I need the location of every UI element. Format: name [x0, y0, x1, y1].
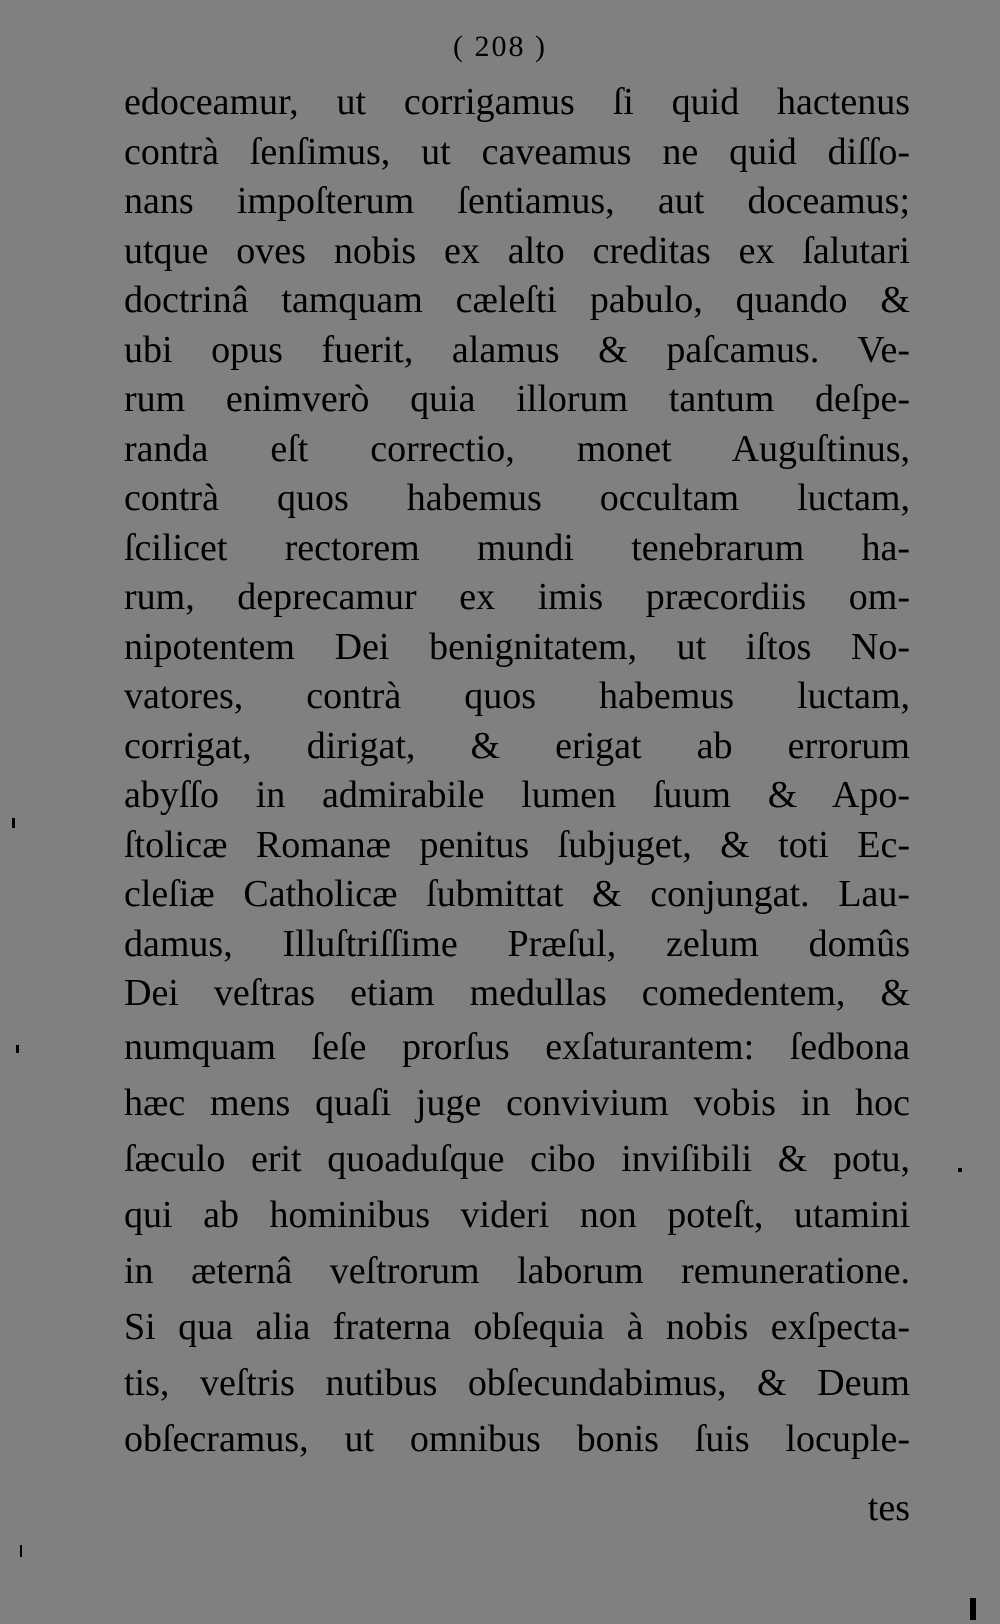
- text-line: obſecramus, ut omnibus bonis ſuis locuple-: [124, 1417, 910, 1460]
- text-line: numquam ſeſe prorſus exſaturantem: ſedbona: [124, 1025, 910, 1068]
- scan-speck: [958, 1168, 962, 1172]
- text-line: utque oves nobis ex alto creditas ex ſalutari: [124, 229, 910, 272]
- text-line: rum, deprecamur ex imis præcordiis om-: [124, 576, 910, 618]
- scan-speck: [12, 818, 15, 828]
- text-line: edoceamur, ut corrigamus ſi quid hactenus: [124, 81, 910, 123]
- scan-speck: [20, 1545, 22, 1557]
- text-line: ſcilicet rectorem mundi tenebrarum ha-: [124, 526, 910, 569]
- text-line: damus, Illuſtriſſime Præſul, zelum domûs: [124, 922, 910, 965]
- text-line: doctrinâ tamquam cæleſti pabulo, quando &: [124, 279, 910, 321]
- text-line: qui ab hominibus videri non poteſt, utamini: [124, 1193, 910, 1236]
- text-line: nans impoſterum ſentiamus, aut doceamus;: [124, 180, 910, 222]
- text-line: hæc mens quaſi juge convivium vobis in hoc: [124, 1081, 910, 1124]
- text-line: contrà quos habemus occultam luctam,: [124, 477, 910, 519]
- body-text: [124, 78, 910, 1467]
- text-line: nipotentem Dei benignitatem, ut iſtos No-: [124, 625, 910, 668]
- page-number: ( 208 ): [453, 30, 547, 63]
- text-line: corrigat, dirigat, & erigat ab errorum: [124, 724, 910, 767]
- text-line: ubi opus fuerit, alamus & paſcamus. Ve-: [124, 328, 910, 371]
- text-line: vatores, contrà quos habemus luctam,: [124, 675, 910, 717]
- text-line: rum enimverò quia illorum tantum deſpe-: [124, 378, 910, 420]
- text-line: abyſſo in admirabile lumen ſuum & Apo-: [124, 774, 910, 816]
- text-line: Dei veſtras etiam medullas comedentem, &: [124, 972, 910, 1014]
- text-line: tis, veſtris nutibus obſecundabimus, & Deum: [124, 1361, 910, 1404]
- catchword: tes: [867, 1487, 910, 1529]
- scan-speck: [970, 1598, 976, 1620]
- text-line: ſæculo erit quoaduſque cibo inviſibili & potu,: [124, 1137, 910, 1180]
- text-line: ſtolicæ Romanæ penitus ſubjuget, & toti Ec-: [124, 823, 910, 866]
- text-line: randa eſt correctio, monet Auguſtinus,: [124, 427, 910, 470]
- text-line: cleſiæ Catholicæ ſubmittat & conjungat. Lau-: [124, 873, 910, 915]
- text-line: Si qua alia fraterna obſequia à nobis exſpecta-: [124, 1305, 910, 1348]
- scan-speck: [16, 1045, 19, 1053]
- text-line: in æternâ veſtrorum laborum remuneratione.: [124, 1249, 910, 1292]
- text-line: contrà ſenſimus, ut caveamus ne quid diſſo-: [124, 130, 910, 173]
